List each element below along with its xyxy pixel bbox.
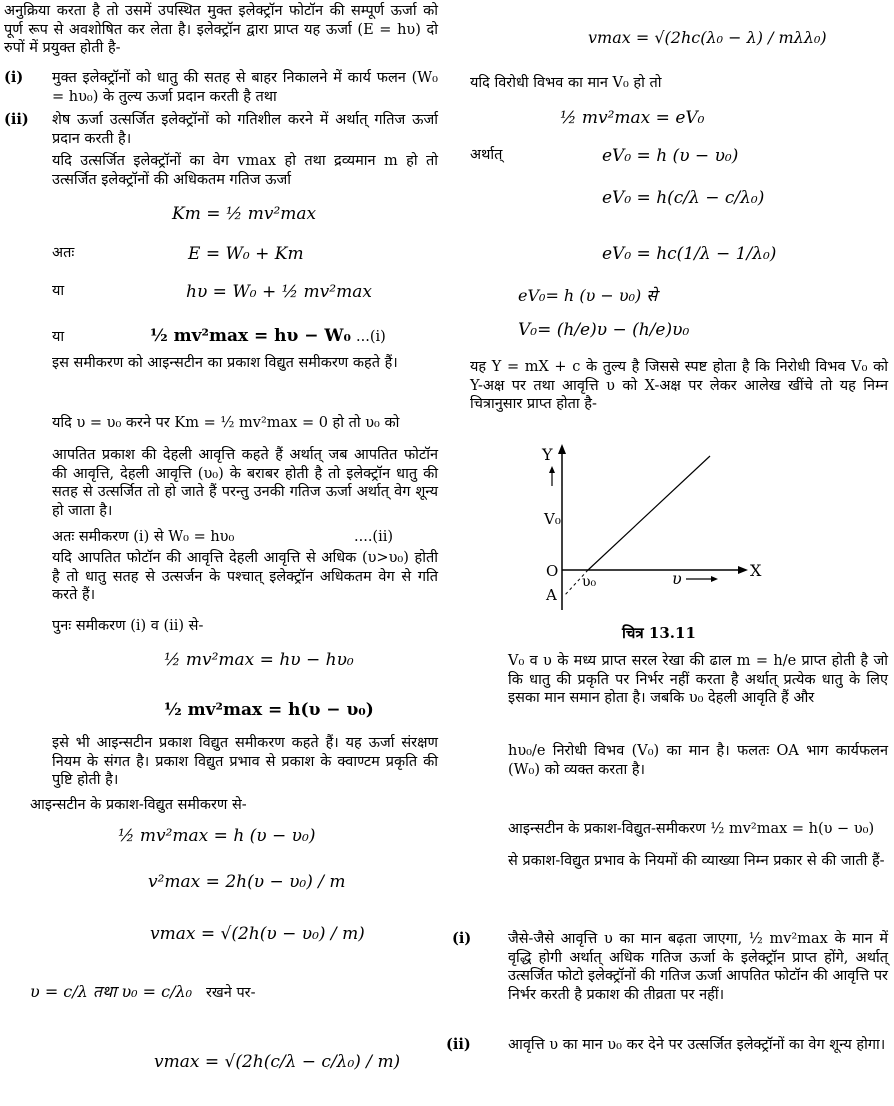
equation-d: v²max = 2h(υ − υ₀) / m [148,872,346,892]
equation-m: V₀= (h/e)υ − (h/e)υ₀ [518,320,690,340]
label-origin: O [546,562,559,580]
paragraph-again: पुनः समीकरण (i) व (ii) से- [52,618,204,634]
paragraph-slope: V₀ व υ के मध्य प्राप्त सरल रेखा की ढाल m = h/e प्राप्त होती है जो कि धातु की प्रकृति पर निर्भर नहीं करता है अर्थात् प्रत्येक धातु के लिए इसका मान समान होता है। जबकि υ₀ देहली आवृति हैं और [508,653,888,707]
paragraph-laws-explanation: से प्रकाश-विद्युत प्रभाव के नियमों की व्याख्या निम्न प्रकार से की जाती हैं- [508,853,885,869]
paragraph-from-einstein: आइन्सटीन के प्रकाश-विद्युत समीकरण से- [30,797,247,813]
y-axis-arrow [558,444,566,454]
paragraph-threshold: आपतित प्रकाश की देहली आवृत्ति कहते हैं अर्थात् जब आपतित फोटॉन की आवृत्ति, देहली आवृत्ति (υ₀) के बराबर होती है तो इलेक्ट्रॉन धातु की सतह से उत्सर्जित तो हो जाते हैं परन्तु उनकी गतिज ऊर्जा अर्थात् वेग शून्य हो जाता है। [52,447,438,519]
item-label-ii: (ii) [4,111,29,128]
equation-ref-ii: ....(ii) [354,529,394,545]
equation-j: eV₀ = h(c/λ − c/λ₀) [602,188,765,208]
equation-a: ½ mv²max = hυ − hυ₀ [164,650,354,670]
label-ataha: अतः [52,245,75,261]
label-rakhne-par: रखने पर- [206,985,256,1001]
equation-k: eV₀ = hc(1/λ − 1/λ₀) [602,244,777,264]
x-axis-arrow [738,566,748,574]
label-v0: V₀ [544,510,561,528]
item-label-i: (i) [4,69,24,86]
right-item-label-ii: (ii) [446,1036,471,1053]
figure-caption: चित्र 13.11 [622,624,696,642]
equation-i: eV₀ = h (υ − υ₀) [602,146,739,166]
paragraph-conservation: इसे भी आइन्सटीन प्रकाश विद्युत समीकरण कहते हैं। यह ऊर्जा संरक्षण नियम के संगत है। प्रकाश विद्युत प्रभाव से प्रकाश के क्वाण्टम प्रकृति की पुष्टि होती है। [52,735,438,789]
paragraph-threshold-intro: यदि υ = υ₀ करने पर Km = ½ mv²max = 0 हो तो υ₀ को [52,415,400,431]
label-ya-1: या [52,283,65,299]
label-x-axis: X [750,561,762,580]
paragraph-einstein-equation: इस समीकरण को आइन्सटीन का प्रकाश विद्युत समीकरण कहते हैं। [52,355,398,371]
label-intercept-a: A [546,586,557,604]
right-item-label-i: (i) [452,930,472,947]
equation-ref-i: ...(i) [356,329,386,345]
nu-arrow-head [711,576,718,582]
equation-substitution: υ = c/λ तथा υ₀ = c/λ₀ [30,982,193,1001]
paragraph-w0: अतः समीकरण (i) से W₀ = hυ₀ [52,529,235,545]
equation-f: vmax = √(2h(c/λ − c/λ₀) / m) [154,1052,401,1072]
label-arthat: अर्थात् [470,147,503,163]
equation-energy: E = W₀ + Km [188,244,304,264]
label-y-axis: Y [542,445,553,464]
paragraph-einstein-relation: आइन्सटीन के प्रकाश-विद्युत-समीकरण ½ mv²max = h(υ − υ₀) [508,821,875,837]
paragraph-higher-frequency: यदि आपतित फोटॉन की आवृत्ति देहली आवृत्ति से अधिक (υ>υ₀) होती है तो धातु सतह से उत्सर्जन के पश्चात् इलेक्ट्रॉन अधिकतम वेग से गति करते हैं। [52,550,438,604]
equation-l: eV₀= h (υ − υ₀) से [518,286,658,305]
paragraph-work-function-oa: hυ₀/e निरोधी विभव (V₀) का मान है। फलतः OA भाग कार्यफलन (W₀) को व्यक्त करता है। [508,743,888,778]
equation-km: Km = ½ mv²max [172,204,317,224]
label-nu: υ [672,569,682,588]
equation-b: ½ mv²max = h(υ − υ₀) [164,700,374,720]
paragraph-velocity: यदि उत्सर्जित इलेक्ट्रॉनों का वेग vmax हो तथा द्रव्यमान m हो तो उत्सर्जित इलेक्ट्रॉनों की अधिकतम गतिज ऊर्जा [52,153,438,188]
paragraph-absorption: अनुक्रिया करता है तो उसमें उपस्थित मुक्त इलेक्ट्रॉन फोटॉन की सम्पूर्ण ऊर्जा को पूर्ण रूप से अवशोषित कर लेता है। इलेक्ट्रॉन द्वारा प्राप्त यह ऊर्जा (E = hυ) दो रुपों में प्रयुक्त होती है- [4,3,438,57]
plot-line [588,456,710,570]
equation-einstein-bold: ½ mv²max = hυ − W₀ [150,326,351,346]
paragraph-linear-form: यह Y = mX + c के तुल्य है जिससे स्पष्ट होता है कि निरोधी विभव V₀ को Y-अक्ष पर तथा आवृत्ति υ को X-अक्ष पर लेकर आलेख खींचे तो यह निम्न चित्रानुसार प्राप्त होता है- [470,359,888,413]
equation-h: ½ mv²max = eV₀ [560,108,705,128]
equation-hv: hυ = W₀ + ½ mv²max [186,282,372,302]
v0-arrow-head [549,466,555,473]
label-ya-2: या [52,329,65,345]
item-kinetic-energy: शेष ऊर्जा उत्सर्जित इलेक्ट्रॉनों को गतिशील करने में अर्थात् गतिज ऊर्जा प्रदान करती है। [52,112,438,147]
equation-g: vmax = √(2hc(λ₀ − λ) / mλλ₀) [588,28,827,47]
right-item-zero-velocity: आवृत्ति υ का मान υ₀ कर देने पर उत्सर्जित इलेक्ट्रॉनों का वेग शून्य होगा। [508,1037,886,1053]
equation-c: ½ mv²max = h (υ − υ₀) [118,826,316,846]
stopping-potential-graph [532,438,812,614]
right-item-frequency: जैसे-जैसे आवृत्ति υ का मान बढ़ता जाएगा, ½ mv²max के मान में वृद्धि होगी अर्थात् अधिक गतिज ऊर्जा के इलेक्ट्रॉन प्राप्त होंगे, अर्थात् उत्सर्जित फोटो इलेक्ट्रॉनों की गतिज ऊर्जा आपतित फोटॉन की आवृत्ति पर निर्भर करती है प्रकाश की तीव्रता पर नहीं। [508,931,888,1003]
item-work-function: मुक्त इलेक्ट्रॉनों को धातु की सतह से बाहर निकालने में कार्य फलन (W₀ = hυ₀) के तुल्य ऊर्जा प्रदान करती है तथा [52,70,438,105]
equation-e: vmax = √(2h(υ − υ₀) / m) [150,924,365,944]
label-threshold: υ₀ [582,574,597,590]
paragraph-stopping-potential: यदि विरोधी विभव का मान V₀ हो तो [470,75,662,91]
